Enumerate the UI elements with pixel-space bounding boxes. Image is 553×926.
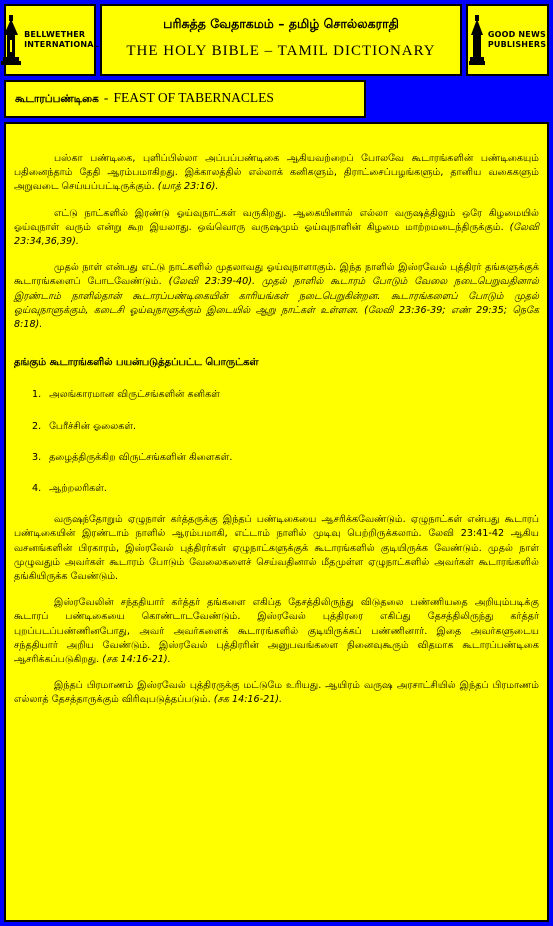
list-item: 1. அலங்காரமான விருட்சங்களின் கனிகள் [32, 389, 220, 401]
paragraph: எட்டு நாட்களில் இரண்டு ஓய்வுநாட்கள் வருகிறது. ஆகையினால் எல்லா வருஷத்திலும் ஒரே கிழமையில் ஓய்வுநாள் வரும் என்று கூற இயலாது. ஒவ்வொரு வருஷமும் ஓய்வுநாளின் கிழமை மாற்றமடைந்திருக்கும். (லேவி 23:34,36,39). [14, 207, 539, 248]
bellwether-logo [4, 4, 99, 76]
section-title-separator: - [103, 90, 109, 105]
article-content [4, 122, 549, 922]
logo-text-line2: INTERNATIONAL [24, 40, 99, 49]
section-title [15, 87, 364, 106]
scripture-reference: (சக 14:16-21). [213, 694, 283, 706]
logo-text-line2: PUBLISHERS [487, 40, 547, 49]
scripture-reference: (யாத் 23:16). [157, 181, 219, 193]
logo-text-line1: BELLWETHER [24, 30, 86, 39]
good-news-logo [466, 4, 549, 76]
subheading: தங்கும் கூடாரங்களில் பயன்படுத்தப்பட்ட பொருட்கள் [14, 357, 259, 369]
tower-icon [1, 15, 21, 65]
scripture-reference: (லேவி 23:34,36,39). [14, 221, 539, 248]
materials-list [14, 388, 539, 496]
paragraph: வருஷந்தோறும் ஏழுநாள் கர்த்தருக்கு இந்தப் பண்டிகையை ஆசரிக்கவேண்டும். ஏழுநாட்கள் என்பது கூடாரப் பண்டிகையின் இரண்டாம் நாளில் ஆரம்பமாகி, எட்டாம் நாளில் முடிவு பெற்றிருக்கலாம். லேவி 23:41-42 ஆகிய வசனங்களின் பிரகாரம், இஸ்ரவேல் புத்திரர்கள் ஏழுநாட்களுக்குக் கூடாரங்களில் குடியிருக்க வேண்டும். முதல் நாள் முழுவதும் அவர்கள் கூடாரம் போடும் வேலைகளைச் செய்வதினால் மீதமுள்ள ஏழுநாட்களில் அவர்கள் கூடாரங்களில் தங்கியிருக்க வேண்டும். [14, 514, 539, 583]
section-title-english: FEAST OF TABERNACLES [113, 90, 274, 105]
paragraph: பஸ்கா பண்டிகை, புளிப்பில்லா அப்பப்பண்டிகை ஆகியவற்றைப் போலவே கூடாரங்களின் பண்டிகையும் பதினைந்தாம் தேதி ஆரம்பமாகிறது. இக்காலத்தில் எல்லாக் கனிகளும், திராட்சைப்பழங்களும், தானிய வகைகளும் அறுவடை செய்யப்பட்டிருக்கும். (யாத் 23:16). [14, 153, 539, 193]
list-item: 4. ஆற்றலரிகள். [32, 483, 107, 495]
header-title-box [100, 4, 462, 76]
logo-text-line1: GOOD NEWS [487, 30, 546, 39]
paragraph: இந்தப் பிரமாணம் இஸ்ரவேல் புத்திரருக்கு மட்டுமே உரியது. ஆயிரம் வருஷ அரசாட்சியில் இந்தப் பிரமாணம் எல்லாத் தேசத்தாருக்கும் விரிவுபடுத்தப்படும். (சக 14:16-21). [14, 680, 539, 706]
title-tamil: பரிசுத்த வேதாகமம் – தமிழ் சொல்லகராதி [163, 16, 399, 31]
title-english: THE HOLY BIBLE – TAMIL DICTIONARY [126, 43, 436, 59]
scripture-reference: (சக 14:16-21). [102, 654, 171, 666]
paragraph: இஸ்ரவேலின் சந்ததியார் கர்த்தர் தங்களை எகிப்த தேசத்திலிருந்து விடுதலை பண்ணியதை அறியும்படிக்கு கூடாரப் பண்டிகையை கொண்டாடவேண்டும். இஸ்ரவேல் புத்திரரை எகிப்து தேசத்திலிருந்து கர்த்தர் புறப்படப்பண்ணினபோது, அவர் அவர்களைக் கூடாரங்களில் குடியிருக்கப் பண்ணினார். இதை அவர்களுடைய சந்ததியார் அறிய வேண்டும். இஸ்ரவேல் புத்திரரின் அனுபவங்களை நினைவுகூரும் விதமாக கூடாரப்பண்டிகை ஆசரிக்கப்படுகிறது. (சக 14:16-21). [14, 597, 539, 666]
paragraph: முதல் நாள் என்பது எட்டு நாட்களில் முதலாவது ஓய்வுநாளாகும். இந்த நாளில் இஸ்ரவேல் புத்திரர் தங்களுக்குக் கூடாரங்களைப் போடவேண்டும். (லேவி 23:39-40). முதல் நாளில் கூடாரம் போடும் வேலை நடைபெறுவதினால் இரண்டாம் நாளில்தான் கூடாரப்பண்டிகையின் காரியங்கள் நடைபெறுகின்றன. கூடாரங்களைப் போடும் முதல் ஓய்வுநாளுக்கும், கடைசி ஓய்வுநாளுக்கும் இடையில் ஆறு நாட்கள் உள்ளன. (லேவி 23:36-39; எண் 29:35; நெகே 8:18). [14, 262, 539, 331]
section-title-box [4, 80, 366, 118]
section-title-tamil: கூடாரப்பண்டிகை [15, 93, 99, 105]
list-item: 2. பேரீச்சின் ஓலைகள். [32, 420, 137, 432]
list-item: 3. தழைத்திருக்கிற விருட்சங்களின் கிளைகள். [32, 451, 233, 463]
scripture-reference: (லேவி 23:39-40). முதல் நாளில் கூடாரம் போடும் வேலை நடைபெறுவதினால் இரண்டாம் நாளில்தான் கூடாரப்பண்டிகையின் காரியங்கள் நடைபெறுகின்றன. கூடாரங்களைப் போடும் முதல் ஓய்வுநாளுக்கும், கடைசி ஓய்வுநாளுக்கும் இடையில் ஆறு நாட்கள் உள்ளன. (லேவி 23:36-39; எண் 29:35; நெகே 8:18). [14, 276, 539, 331]
tower-icon [469, 15, 485, 65]
